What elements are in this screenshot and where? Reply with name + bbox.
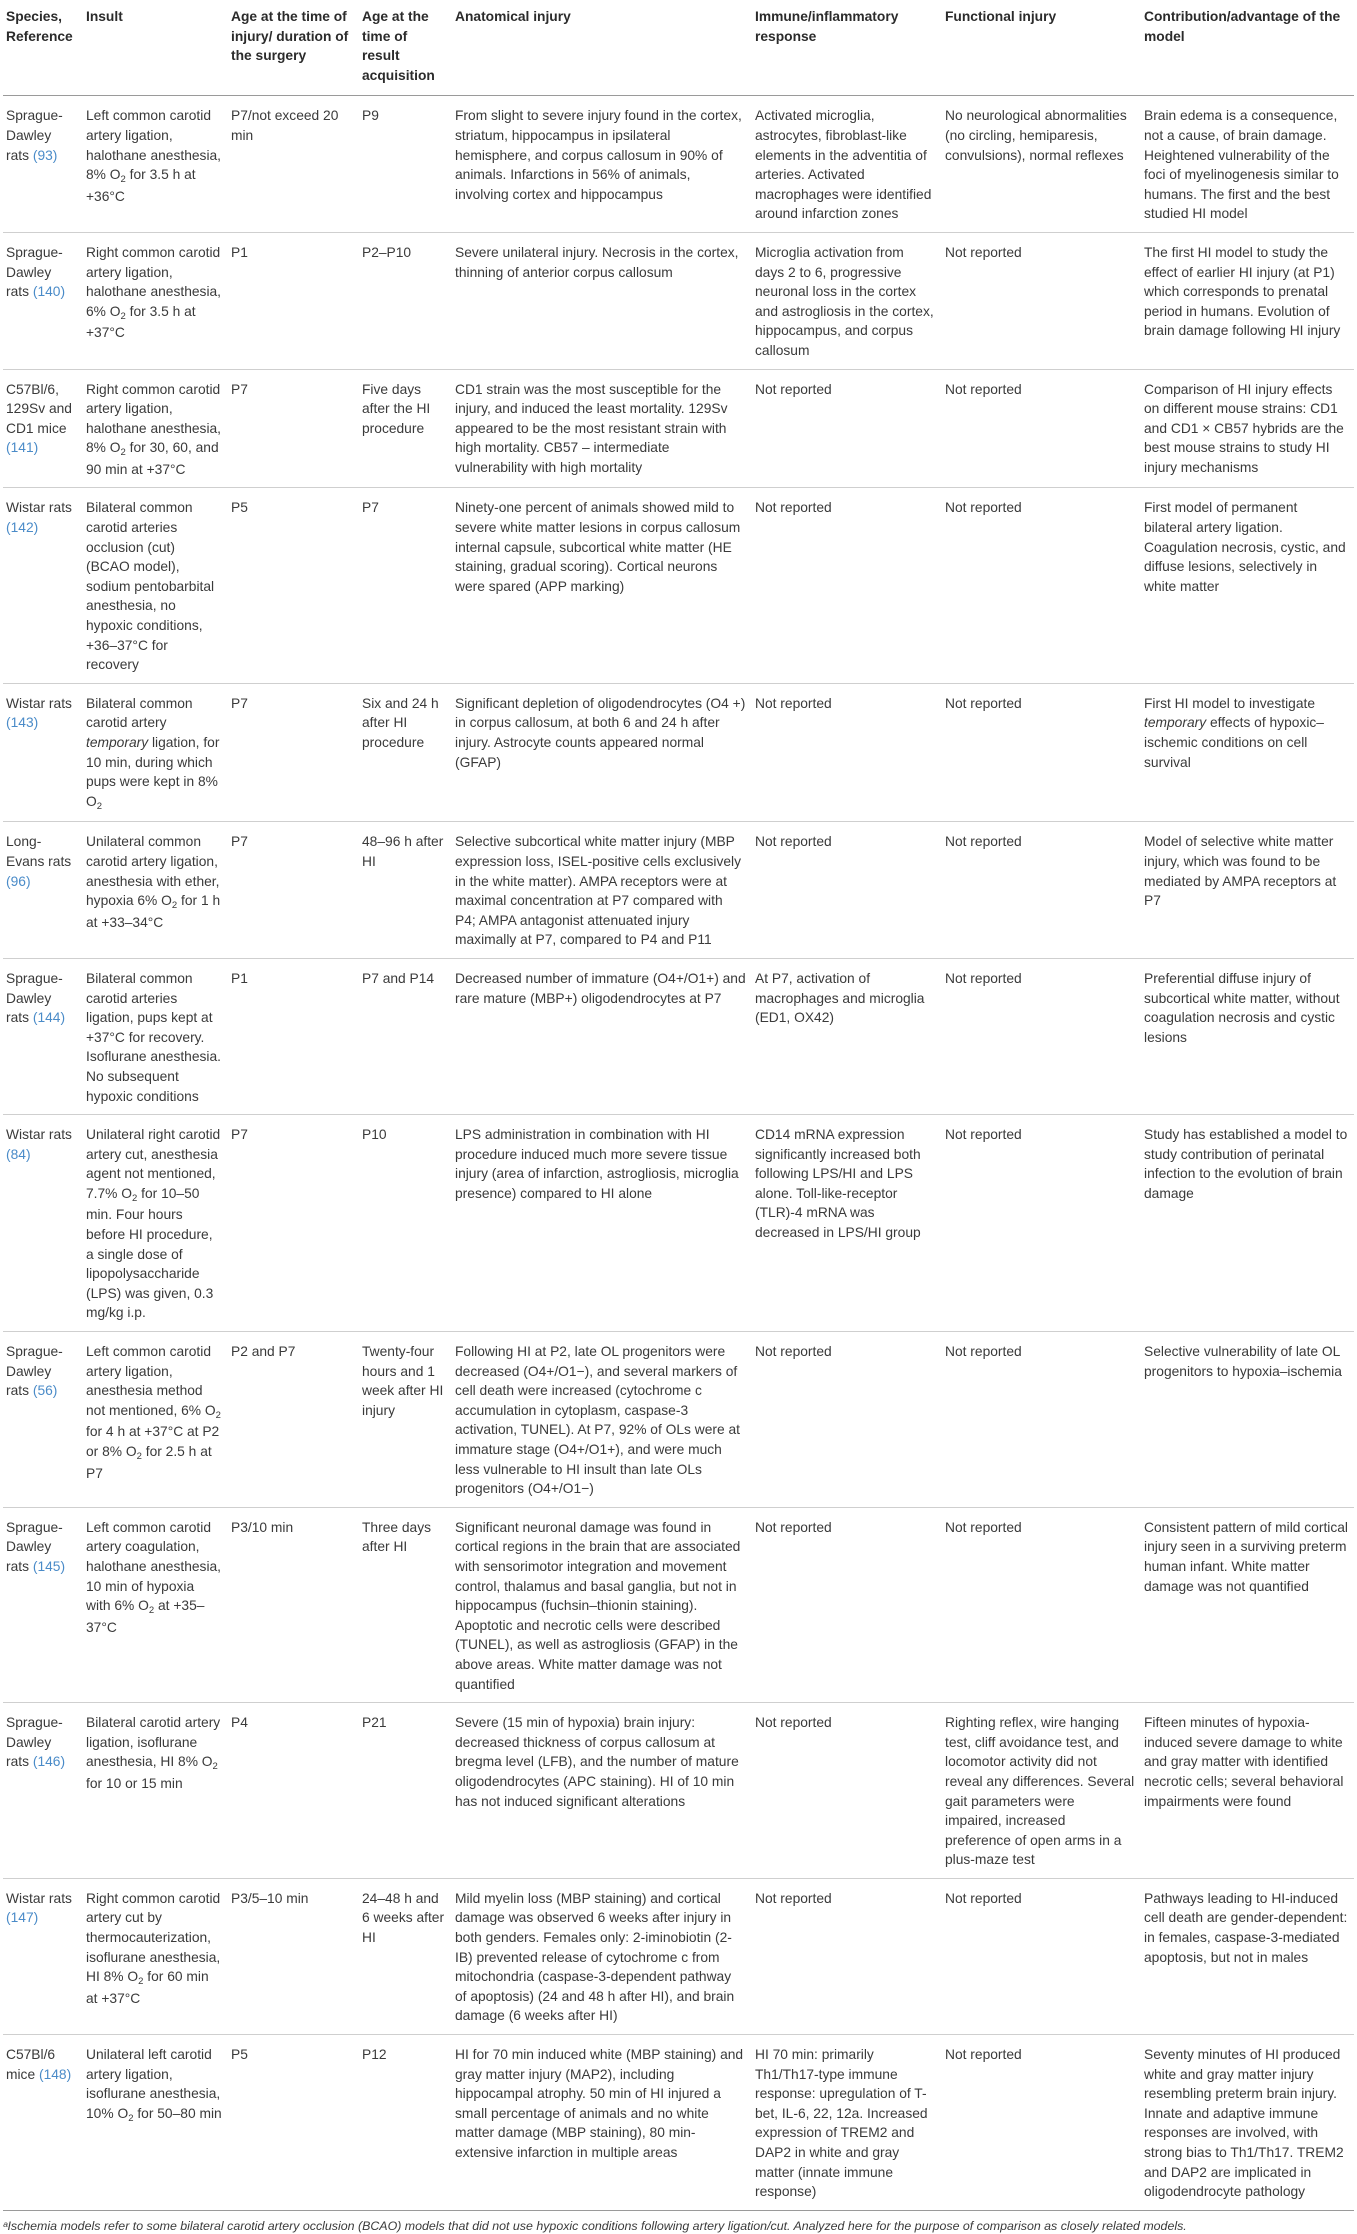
table-row (3, 2035, 1354, 2211)
table-row (3, 822, 1354, 959)
insult-text: at +35–37°C (86, 1598, 205, 1635)
contribution-text: effects of hypoxic–ischemic conditions on cell survival (1144, 715, 1324, 770)
cell-species (3, 958, 83, 1114)
cell-age-injury: P3/10 min (228, 1507, 359, 1702)
cell-species (3, 683, 83, 822)
table-row (3, 1878, 1354, 2034)
cell-contribution: Study has established a model to study contribution of perinatal infection to the evolution of brain damage (1141, 1115, 1354, 1332)
cell-age-result: P7 and P14 (359, 958, 452, 1114)
cell-insult (83, 1507, 228, 1702)
species-name: Wistar rats (6, 500, 72, 516)
subscript: 2 (120, 310, 126, 322)
table-body (3, 96, 1354, 2210)
header-contribution: Contribution/advantage of the model (1141, 0, 1354, 96)
cell-functional: Not reported (942, 369, 1141, 488)
cell-contribution: Selective vulnerability of late OL progenitors to hypoxia–ischemia (1141, 1332, 1354, 1508)
cell-species (3, 1878, 83, 2034)
cell-age-result: Twenty-four hours and 1 week after HI injury (359, 1332, 452, 1508)
cell-age-result: Six and 24 h after HI procedure (359, 683, 452, 822)
insult-text: Right common carotid artery ligation, halothane anesthesia, 6% O (86, 244, 222, 319)
insult-text: for 10–50 min. Four hours before HI procedure, a single dose of lipopolysaccharide (LPS) was given, 0.3 mg/kg i.p. (86, 1185, 214, 1321)
cell-anatomical: Significant depletion of oligodendrocytes (O4 +) in corpus callosum, at both 6 and 24 h after injury. Astrocyte counts appeared normal (GFAP) (452, 683, 752, 822)
cell-species (3, 2035, 83, 2211)
subscript: 2 (120, 174, 126, 186)
table-row (3, 1332, 1354, 1508)
cell-immune: HI 70 min: primarily Th1/Th17-type immune response: upregulation of T-bet, IL-6, 22, 12a. Increased expression of TREM2 and DAP2 in white and gray matter (innate immune response) (752, 2035, 942, 2211)
cell-species (3, 96, 83, 233)
cell-functional: Not reported (942, 232, 1141, 369)
species-name: Sprague-Dawley rats (6, 1344, 63, 1399)
cell-contribution (1141, 683, 1354, 822)
cell-species (3, 1115, 83, 1332)
subscript: 2 (120, 447, 126, 459)
species-name: C57Bl/6 mice (6, 2047, 56, 2082)
species-name: Long-Evans rats (6, 834, 72, 869)
cell-insult (83, 958, 228, 1114)
cell-anatomical: Following HI at P2, late OL progenitors were decreased (O4+/O1−), and several markers of cell death were increased (cytochrome c accumulation in cytoplasm, caspase-3 activation, TUNEL). At P7, 92% of OLs were at immature stage (O4+/O1+), and were much less vulnerable to HI insult than late OLs progenitors (O4+/O1−) (452, 1332, 752, 1508)
header-insult: Insult (83, 0, 228, 96)
reference-link[interactable]: (148) (38, 2066, 72, 2082)
species-name: Wistar rats (6, 695, 72, 711)
cell-anatomical: From slight to severe injury found in the cortex, striatum, hippocampus in ipsilateral hemisphere, and corpus callosum in 90% of animals. Infarctions in 56% of animals, involving cortex and hippocampus (452, 96, 752, 233)
reference-link[interactable]: (141) (6, 440, 39, 456)
header-functional: Functional injury (942, 0, 1141, 96)
cell-immune: Not reported (752, 1878, 942, 2034)
cell-age-injury: P3/5–10 min (228, 1878, 359, 2034)
species-name: Sprague-Dawley rats (6, 1715, 63, 1770)
cell-contribution: Preferential diffuse injury of subcortical white matter, without coagulation necrosis and cystic lesions (1141, 958, 1354, 1114)
cell-insult (83, 822, 228, 959)
table-row (3, 1703, 1354, 1879)
reference-link[interactable]: (84) (6, 1146, 31, 1162)
cell-insult (83, 683, 228, 822)
insult-text: Left common carotid artery ligation, halothane anesthesia, 8% O (86, 108, 222, 183)
cell-functional: Righting reflex, wire hanging test, cliff avoidance test, and locomotor activity did not reveal any differences. Several gait parameters were impaired, increased preference of open arms in a plus-maze test (942, 1703, 1141, 1879)
cell-species (3, 1332, 83, 1508)
cell-age-injury: P7 (228, 369, 359, 488)
insult-text: Bilateral common carotid arteries occlusion (cut) (BCAO model), sodium pentobarbital anesthesia, no hypoxic conditions, +36–37°C for recovery (86, 500, 215, 673)
insult-text: for 50–80 min (133, 2105, 222, 2121)
insult-text: for 2.5 h at P7 (86, 1444, 212, 1481)
table-footnote: ᵃIschemia models refer to some bilateral carotid artery occlusion (BCAO) models that did not use hypoxic conditions following artery ligation/cut. Analyzed here for the purpose of comparison as closely related models. (3, 2218, 1187, 2233)
cell-functional: Not reported (942, 488, 1141, 683)
table-row (3, 958, 1354, 1114)
insult-text: ligation, for 10 min, during which pups were kept in 8% O (86, 735, 220, 809)
cell-age-injury: P7 (228, 1115, 359, 1332)
cell-species (3, 488, 83, 683)
cell-functional: No neurological abnormalities (no circling, hemiparesis, convulsions), normal reflexes (942, 96, 1141, 233)
reference-link[interactable]: (146) (32, 1754, 66, 1770)
cell-age-result: P10 (359, 1115, 452, 1332)
cell-age-result: Five days after the HI procedure (359, 369, 452, 488)
cell-functional: Not reported (942, 1115, 1141, 1332)
species-name: Sprague-Dawley rats (6, 244, 63, 300)
insult-text: for 3.5 h at +36°C (86, 167, 196, 204)
reference-link[interactable]: (93) (32, 147, 58, 163)
species-name: Sprague-Dawley rats (6, 970, 63, 1026)
table-row (3, 1115, 1354, 1332)
cell-age-injury: P4 (228, 1703, 359, 1879)
cell-age-result: P7 (359, 488, 452, 683)
cell-contribution: Model of selective white matter injury, which was found to be mediated by AMPA receptors at P7 (1141, 822, 1354, 959)
cell-age-result: P21 (359, 1703, 452, 1879)
cell-functional: Not reported (942, 958, 1141, 1114)
cell-age-result: Three days after HI (359, 1507, 452, 1702)
insult-text: Left common carotid artery coagulation, halothane anesthesia, 10 min of hypoxia with 6% O (86, 1519, 222, 1614)
table-row (3, 683, 1354, 822)
insult-text: for 60 min at +37°C (86, 1969, 209, 2006)
cell-functional: Not reported (942, 2035, 1141, 2211)
cell-insult (83, 96, 228, 233)
insult-text: Unilateral common carotid artery ligation, anesthesia with ether, hypoxia 6% O (86, 834, 220, 909)
cell-age-injury: P7/not exceed 20 min (228, 96, 359, 233)
species-name: Sprague-Dawley rats (6, 1519, 63, 1574)
hi-models-table (3, 0, 1354, 2211)
header-age-injury: Age at the time of injury/ duration of the surgery (228, 0, 359, 96)
insult-text: Left common carotid artery ligation, anesthesia method not mentioned, 6% O (86, 1344, 216, 1418)
insult-text: Right common carotid artery ligation, halothane anesthesia, 8% O (86, 381, 222, 456)
cell-contribution: The first HI model to study the effect of earlier HI injury (at P1) which corresponds to prenatal period in humans. Evolution of brain damage following HI injury (1141, 232, 1354, 369)
table-row (3, 1507, 1354, 1702)
header-anatomical: Anatomical injury (452, 0, 752, 96)
subscript: 2 (128, 2112, 134, 2124)
cell-contribution: Comparison of HI injury effects on different mouse strains: CD1 and CD1 × CB57 hybrids are the best mouse strains to study HI injury mechanisms (1141, 369, 1354, 488)
cell-immune: Not reported (752, 1703, 942, 1879)
cell-anatomical: Severe (15 min of hypoxia) brain injury: decreased thickness of corpus callosum at bregma level (LFB), and the number of mature oligodendrocytes (APC staining). HI of 10 min has not induced significant alterations (452, 1703, 752, 1879)
cell-anatomical: Significant neuronal damage was found in cortical regions in the brain that are associated with sensorimotor integration and movement control, thalamus and basal ganglia, but not in hippocampus (fuchsin–thionin staining). Apoptotic and necrotic cells were described (TUNEL), as well as astrogliosis (GFAP) in the above areas. White matter damage was not quantified (452, 1507, 752, 1702)
cell-age-injury: P1 (228, 958, 359, 1114)
insult-text: Unilateral right carotid artery cut, anesthesia agent not mentioned, 7.7% O (86, 1127, 221, 1201)
table-row (3, 369, 1354, 488)
cell-anatomical: LPS administration in combination with HI procedure induced much more severe tissue injury (area of infarction, astrogliosis, microglia presence) compared to HI alone (452, 1115, 752, 1332)
cell-species (3, 1703, 83, 1879)
reference-link[interactable]: (56) (32, 1383, 58, 1399)
cell-insult (83, 1703, 228, 1879)
subscript: 2 (136, 1451, 142, 1462)
emphasis: temporary (1144, 715, 1207, 731)
cell-insult (83, 1115, 228, 1332)
reference-link[interactable]: (147) (6, 1910, 39, 1926)
header-row (3, 0, 1354, 96)
header-immune: Immune/inflammatory response (752, 0, 942, 96)
table-header (3, 0, 1354, 96)
subscript: 2 (132, 1192, 138, 1204)
reference-link[interactable]: (145) (32, 1558, 66, 1574)
cell-contribution: Fifteen minutes of hypoxia-induced severe damage to white and gray matter with identified necrotic cells; several behavioral impairments were found (1141, 1703, 1354, 1879)
table-row (3, 488, 1354, 683)
insult-text: Bilateral common carotid arteries ligation, pups kept at +37°C for recovery. Isoflurane anesthesia. No subsequent hypoxic conditions (86, 970, 221, 1104)
cell-anatomical: Selective subcortical white matter injury (MBP expression loss, ISEL-positive cells exclusively in the white matter). AMPA receptors were at maximal concentration at P7 compared with P4; AMPA antagonist attenuated injury maximally at P7, compared to P4 and P11 (452, 822, 752, 959)
insult-text: Bilateral common carotid artery (86, 695, 193, 731)
cell-functional: Not reported (942, 1507, 1141, 1702)
cell-anatomical: HI for 70 min induced white (MBP staining) and gray matter injury (MAP2), including hippocampal atrophy. 50 min of HI injured a small percentage of animals and no white matter damage (MBP staining), 80 min-extensive infarction in multiple areas (452, 2035, 752, 2211)
reference-link[interactable]: (96) (6, 873, 31, 889)
cell-species (3, 822, 83, 959)
reference-link[interactable]: (143) (6, 715, 39, 731)
species-name: Wistar rats (6, 1890, 72, 1906)
cell-anatomical: Ninety-one percent of animals showed mild to severe white matter lesions in corpus callosum internal capsule, subcortical white matter (HE staining, gradual scoring). Cortical neurons were spared (APP marking) (452, 488, 752, 683)
reference-link[interactable]: (142) (6, 520, 39, 536)
species-name: C57Bl/6, 129Sv and CD1 mice (6, 381, 72, 436)
species-name: Wistar rats (6, 1127, 72, 1143)
cell-contribution: Seventy minutes of HI produced white and gray matter injury resembling preterm brain injury. Innate and adaptive immune responses are involved, with strong bias to Th1/Th17. TREM2 and DAP2 are implicated in oligodendrocyte pathology (1141, 2035, 1354, 2211)
species-name: Sprague-Dawley rats (6, 108, 63, 163)
cell-immune: Not reported (752, 822, 942, 959)
cell-immune: Activated microglia, astrocytes, fibroblast-like elements in the adventitia of arteries. Activated macrophages were identified around infarction zones (752, 96, 942, 233)
subscript: 2 (138, 1976, 144, 1988)
insult-text: for 30, 60, and 90 min at +37°C (86, 440, 219, 477)
cell-anatomical: Mild myelin loss (MBP staining) and cortical damage was observed 6 weeks after injury in both genders. Females only: 2-iminobiotin (2-IB) prevented release of cytochrome c from mitochondria (caspase-3-dependent pathway of apoptosis) (24 and 48 h after HI), and brain damage (6 weeks after HI) (452, 1878, 752, 2034)
insult-text: Bilateral carotid artery ligation, isoflurane anesthesia, HI 8% O (86, 1715, 221, 1770)
cell-age-injury: P7 (228, 683, 359, 822)
insult-text: Right common carotid artery cut by thermocauterization, isoflurane anesthesia, HI 8% O (86, 1890, 221, 1985)
cell-immune: At P7, activation of macrophages and microglia (ED1, OX42) (752, 958, 942, 1114)
insult-text: for 3.5 h at +37°C (86, 303, 196, 341)
cell-insult (83, 369, 228, 488)
reference-link[interactable]: (144) (32, 1010, 66, 1026)
cell-contribution: Brain edema is a consequence, not a cause, of brain damage. Heightened vulnerability of the foci of myelinogenesis similar to humans. The first and the best studied HI model (1141, 96, 1354, 233)
header-age-result: Age at the time of result acquisition (359, 0, 452, 96)
cell-insult (83, 1332, 228, 1508)
cell-immune: Not reported (752, 1332, 942, 1508)
contribution-text: First HI model to investigate (1144, 695, 1315, 711)
cell-immune: Not reported (752, 683, 942, 822)
cell-immune: Not reported (752, 488, 942, 683)
cell-species (3, 1507, 83, 1702)
cell-age-injury: P5 (228, 2035, 359, 2211)
cell-age-injury: P5 (228, 488, 359, 683)
insult-text: for 4 h at +37°C at P2 or 8% O (86, 1424, 220, 1459)
emphasis: temporary (86, 735, 149, 750)
cell-age-result: P12 (359, 2035, 452, 2211)
cell-age-result: P2–P10 (359, 232, 452, 369)
cell-contribution: First model of permanent bilateral artery ligation. Coagulation necrosis, cystic, and diffuse lesions, selectively in white matter (1141, 488, 1354, 683)
cell-contribution: Consistent pattern of mild cortical injury seen in a surviving preterm human infant. White matter damage was not quantified (1141, 1507, 1354, 1702)
cell-insult (83, 2035, 228, 2211)
cell-insult (83, 488, 228, 683)
cell-immune: Microglia activation from days 2 to 6, progressive neuronal loss in the cortex and astrogliosis in the cortex, hippocampus, and corpus callosum (752, 232, 942, 369)
cell-age-result: 24–48 h and 6 weeks after HI (359, 1878, 452, 2034)
cell-age-result: P9 (359, 96, 452, 233)
cell-insult (83, 1878, 228, 2034)
subscript: 2 (212, 1761, 218, 1773)
cell-insult (83, 232, 228, 369)
insult-text: Unilateral left carotid artery ligation, isoflurane anesthesia, 10% O (86, 2047, 221, 2121)
cell-age-injury: P7 (228, 822, 359, 959)
table-row (3, 96, 1354, 233)
cell-species (3, 232, 83, 369)
insult-text: for 10 or 15 min (86, 1775, 183, 1791)
insult-text: for 1 h at +33–34°C (86, 893, 221, 930)
cell-anatomical: Decreased number of immature (O4+/O1+) and rare mature (MBP+) oligodendrocytes at P7 (452, 958, 752, 1114)
cell-immune: Not reported (752, 369, 942, 488)
cell-anatomical: Severe unilateral injury. Necrosis in the cortex, thinning of anterior corpus callosum (452, 232, 752, 369)
subscript: 2 (96, 800, 103, 812)
reference-link[interactable]: (140) (32, 284, 66, 300)
cell-anatomical: CD1 strain was the most susceptible for the injury, and induced the least mortality. 129Sv appeared to be the most resistant strain with high mortality. CB57 – intermediate vulnerability with high mortality (452, 369, 752, 488)
cell-age-injury: P2 and P7 (228, 1332, 359, 1508)
cell-age-result: 48–96 h after HI (359, 822, 452, 959)
cell-contribution: Pathways leading to HI-induced cell death are gender-dependent: in females, caspase-3-mediated apoptosis, but not in males (1141, 1878, 1354, 2034)
cell-age-injury: P1 (228, 232, 359, 369)
cell-functional: Not reported (942, 1878, 1141, 2034)
cell-functional: Not reported (942, 1332, 1141, 1508)
subscript: 2 (171, 900, 178, 912)
cell-immune: Not reported (752, 1507, 942, 1702)
cell-immune: CD14 mRNA expression significantly increased both following LPS/HI and LPS alone. Toll-like-receptor (TLR)-4 mRNA was decreased in LPS/HI group (752, 1115, 942, 1332)
table-row (3, 232, 1354, 369)
subscript: 2 (148, 1605, 155, 1617)
cell-functional: Not reported (942, 683, 1141, 822)
subscript: 2 (215, 1409, 221, 1421)
cell-species (3, 369, 83, 488)
header-species: Species, Reference (3, 0, 83, 96)
cell-functional: Not reported (942, 822, 1141, 959)
